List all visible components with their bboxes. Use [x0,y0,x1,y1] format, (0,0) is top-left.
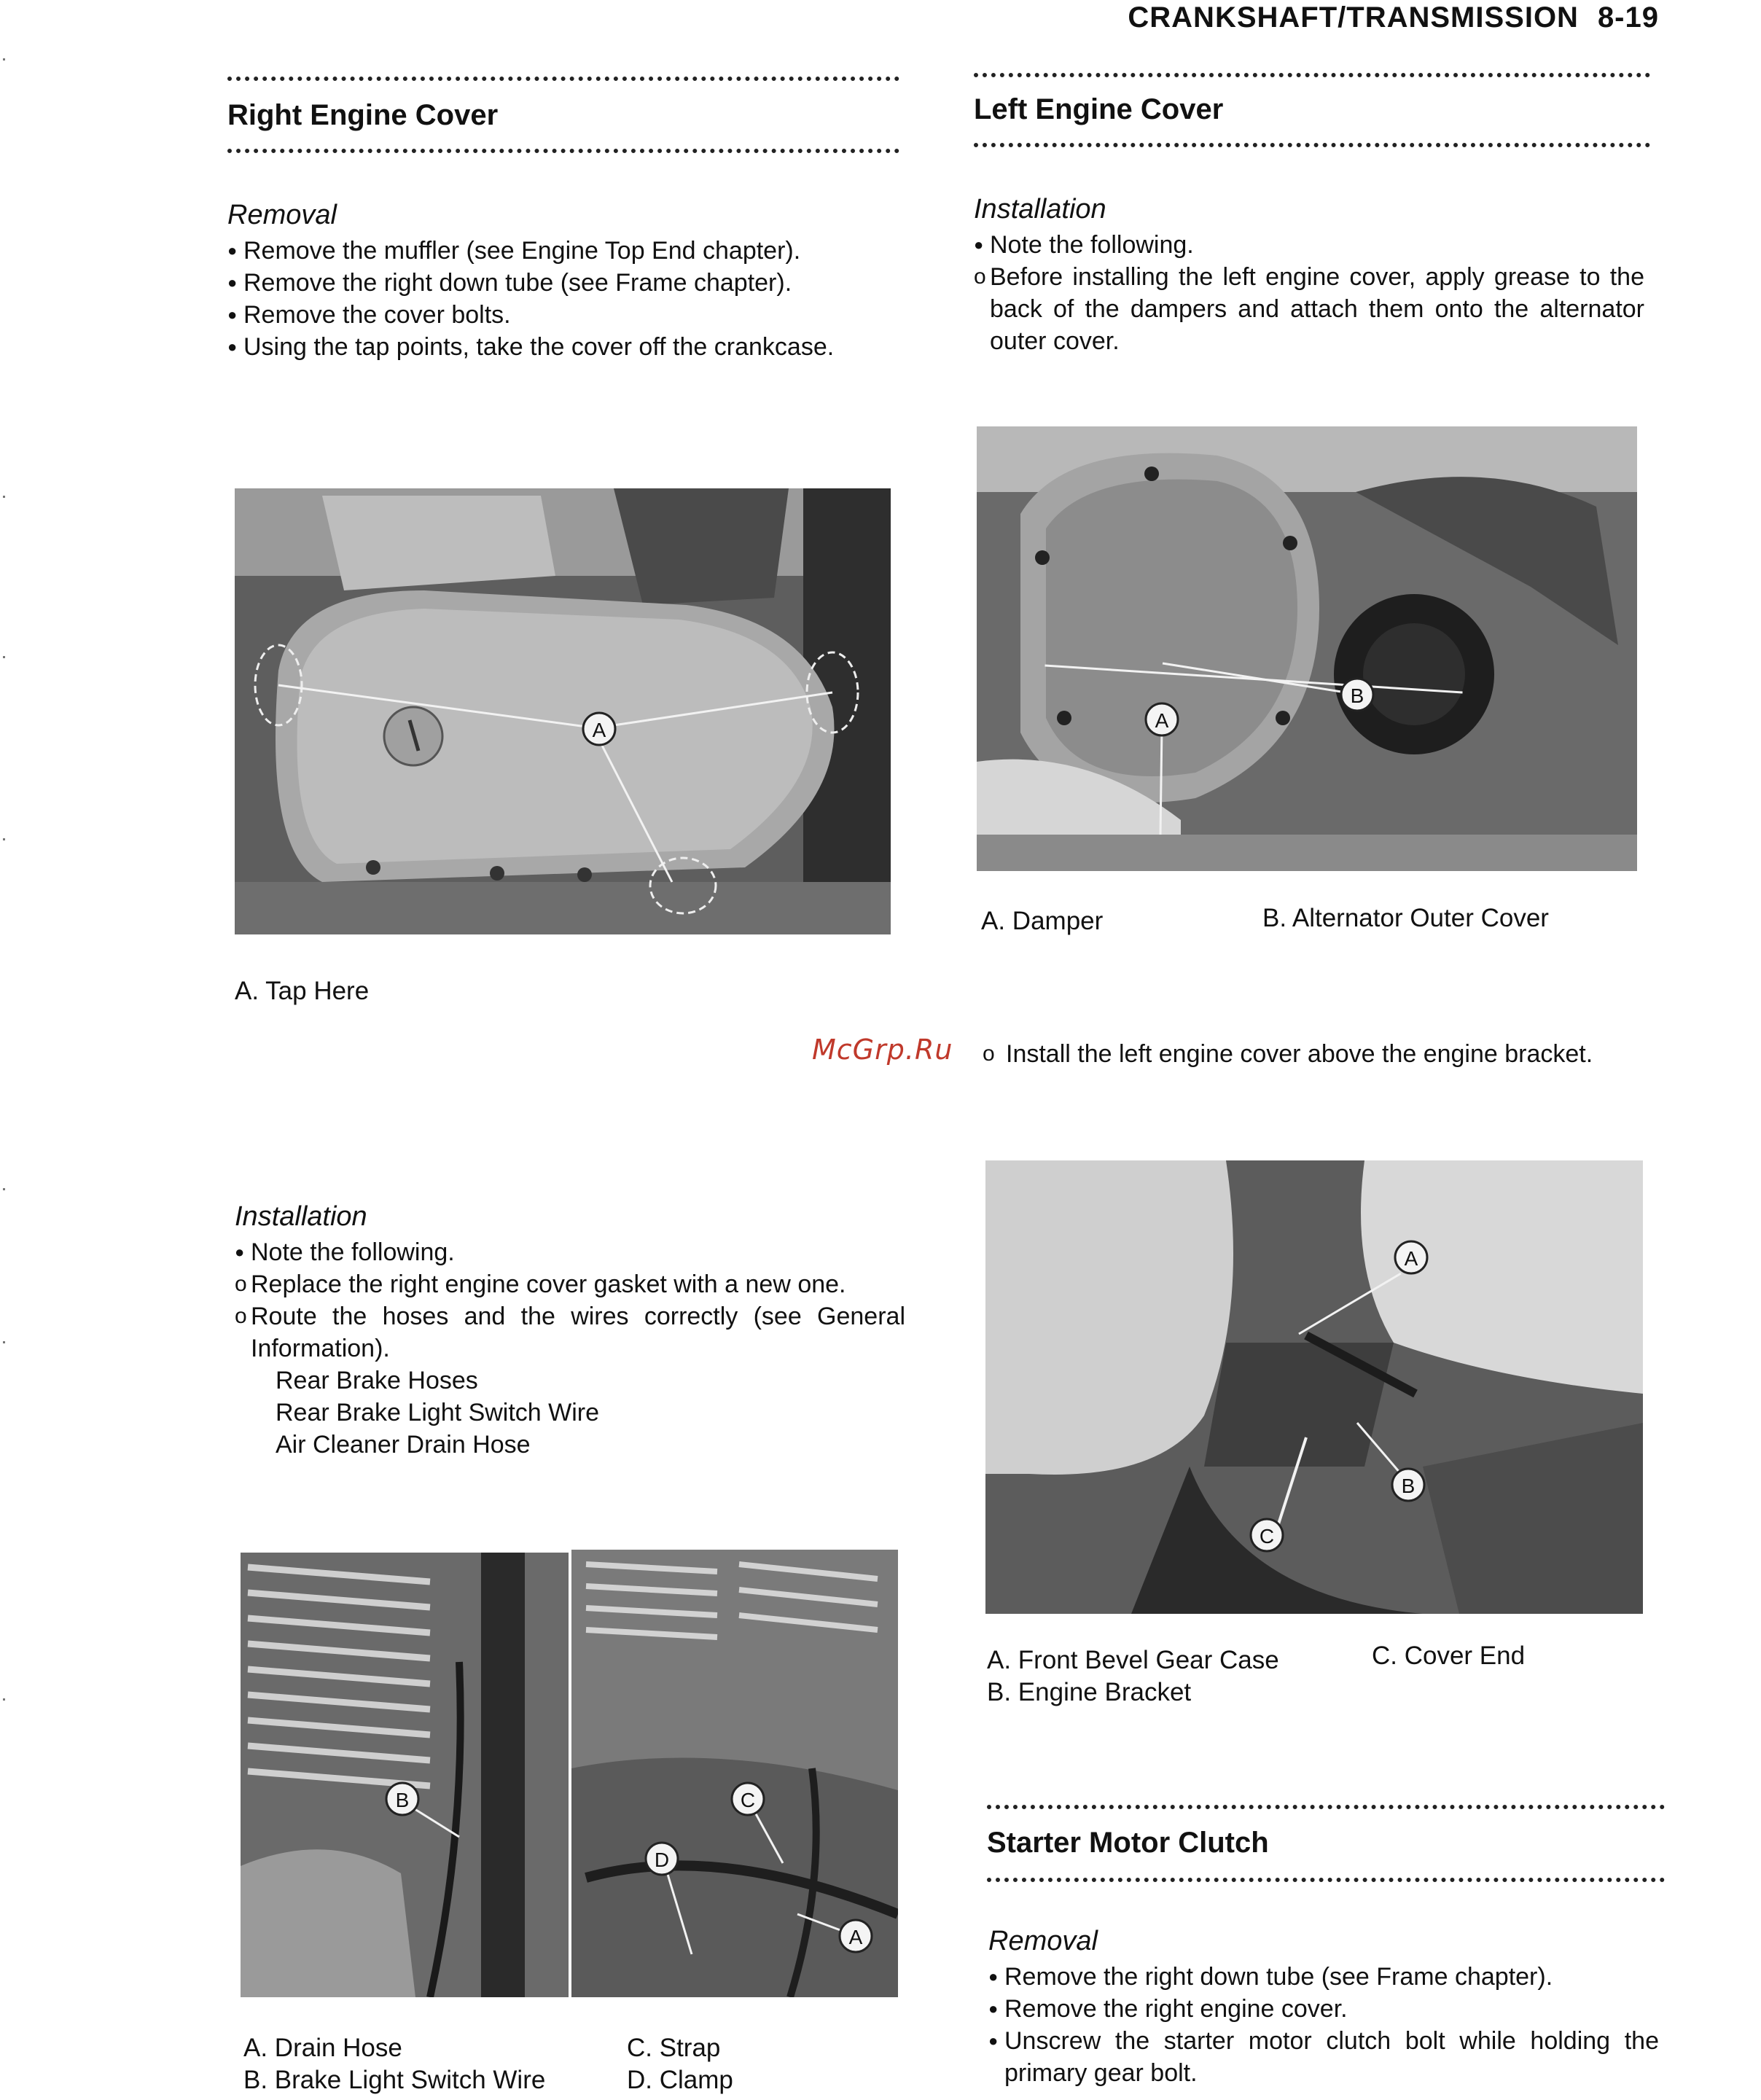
removal-steps [988,1961,1659,2089]
installation-steps [974,229,1644,357]
figure-caption: B. Alternator Outer Cover [1262,904,1549,932]
page-number: 8-19 [1597,1,1659,34]
callout-label: A [1404,1247,1418,1270]
caption-line: B. Engine Bracket [987,1678,1192,1706]
list-item: Air Cleaner Drain Hose [276,1431,531,1459]
list-item: ● Remove the cover bolts. [227,299,905,331]
margin-mark [3,838,5,840]
chapter-title: CRANKSHAFT/TRANSMISSION [1128,1,1579,34]
watermark: McGrp.Ru [812,1034,953,1066]
figure-caption: A. Damper [981,907,1104,935]
figure-caption-right [627,2032,733,2096]
list-item: o Replace the right engine cover gasket with a new one. [235,1268,905,1300]
margin-mark [3,656,5,658]
section-rule [227,77,899,81]
figure-caption-right: C. Cover End [1372,1642,1526,1670]
section-rule [974,73,1650,77]
section-rule [227,149,899,153]
caption-line: C. Strap [627,2034,721,2062]
section-rule [974,143,1650,147]
list-item: ● Remove the right down tube (see Frame chapter). [227,267,905,299]
caption-line: B. Brake Light Switch Wire [243,2066,546,2094]
list-item: ● Remove the right engine cover. [988,1993,1659,2025]
section-title-right-engine-cover: Right Engine Cover [227,99,499,131]
section-title-left-engine-cover: Left Engine Cover [974,93,1224,125]
figure-caption-left [987,1644,1279,1709]
callout-label: C [740,1789,756,1811]
section-rule [987,1878,1665,1882]
list-item: Rear Brake Hoses [276,1367,478,1394]
removal-steps [227,235,905,363]
list-item: ● Unscrew the starter motor clutch bolt while holding the primary gear bolt. [988,2025,1659,2089]
brake-wire-photo [241,1553,569,1997]
bevel-gear-case-photo [985,1160,1643,1614]
install-note [983,1038,1639,1070]
list-item: o Install the left engine cover above the engine bracket. [983,1038,1639,1070]
right-engine-cover-photo [235,488,891,934]
strap-clamp-photo [571,1550,898,1997]
margin-mark [3,1188,5,1190]
margin-mark [3,58,5,60]
section-title-starter-motor-clutch: Starter Motor Clutch [987,1827,1269,1859]
list-item: o Route the hoses and the wires correctly (see General Information). [235,1300,905,1365]
section-rule [987,1805,1665,1809]
caption-line: D. Clamp [627,2066,733,2094]
list-item: ● Remove the muffler (see Engine Top End chapter). [227,235,905,267]
callout-label: A [1155,709,1169,732]
list-item: o Before installing the left engine cover, apply grease to the back of the dampers and attach them onto the alternator outer cover. [974,261,1644,357]
caption-line: A. Front Bevel Gear Case [987,1646,1279,1674]
margin-mark [3,1341,5,1343]
callout-label: C [1259,1525,1275,1547]
list-item: ● Note the following. [974,229,1644,261]
removal-heading: Removal [227,200,337,230]
removal-heading: Removal [988,1926,1098,1956]
margin-mark [3,496,5,498]
list-item: Rear Brake Light Switch Wire [276,1399,600,1426]
page-header [1128,1,1659,34]
installation-heading: Installation [235,1201,367,1232]
list-item: ● Remove the right down tube (see Frame chapter). [988,1961,1659,1993]
figure-caption: A. Tap Here [235,977,370,1005]
caption-line: A. Drain Hose [243,2034,402,2062]
list-item: ● Note the following. [235,1236,905,1268]
callout-label: A [848,1926,863,1948]
callout-label: B [1401,1475,1416,1497]
callout-label: D [654,1849,670,1871]
list-item: ● Using the tap points, take the cover off the crankcase. [227,331,905,363]
margin-mark [3,1698,5,1701]
installation-heading: Installation [974,194,1106,225]
figure-caption-left [243,2032,545,2096]
installation-steps [235,1236,905,1461]
callout-label: B [395,1789,410,1811]
alternator-cover-photo [977,426,1637,871]
callout-label: A [592,719,606,741]
callout-label: B [1350,684,1364,707]
